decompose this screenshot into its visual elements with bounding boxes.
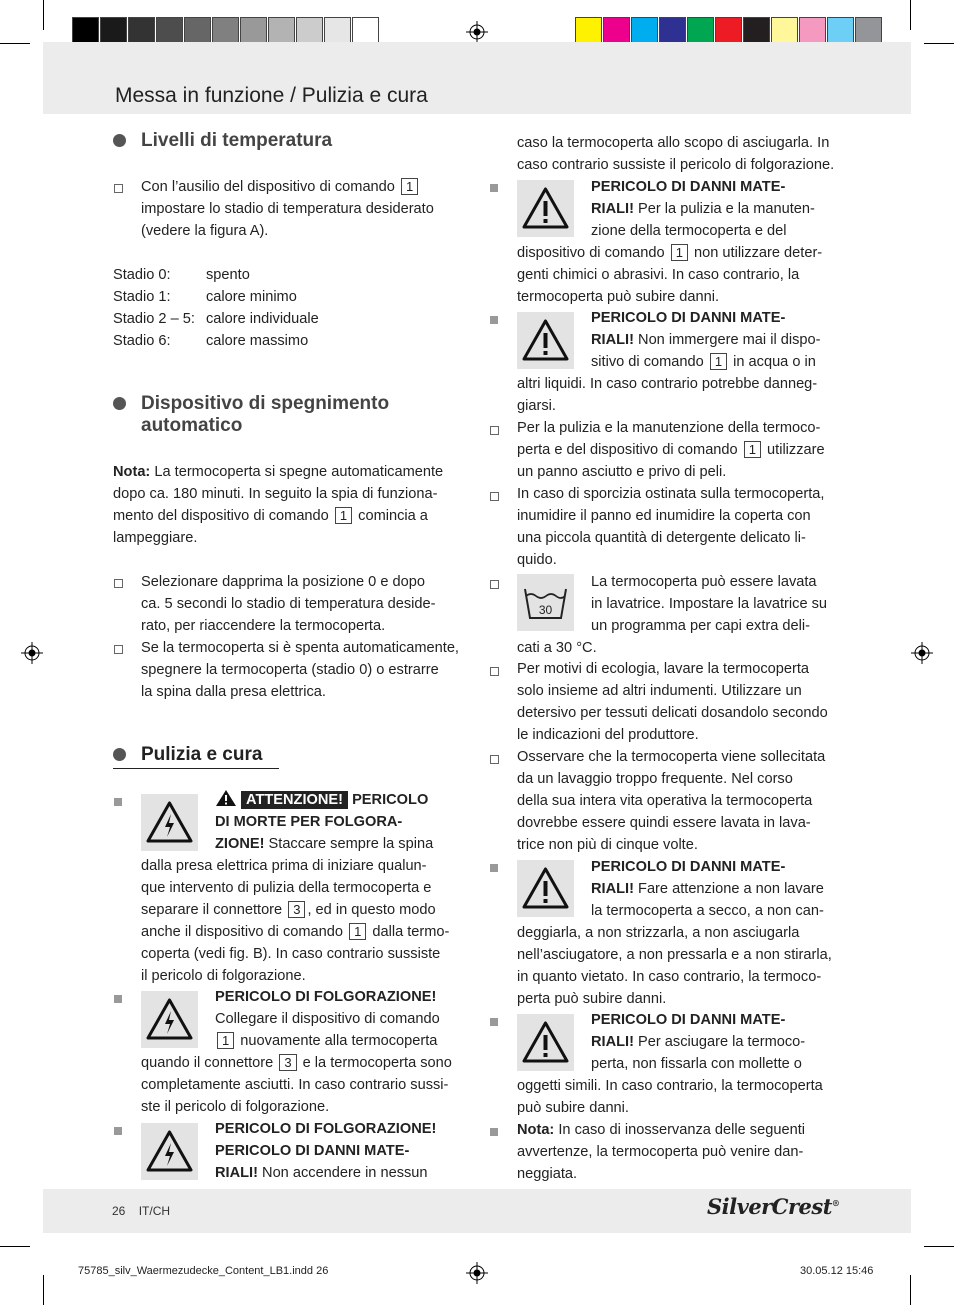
warning-line: perta, non fissarla con mollette o bbox=[591, 1056, 802, 1072]
ref-3: 3 bbox=[288, 901, 305, 918]
warning-line: in quanto vietato. In caso contrario, la termoco- bbox=[517, 969, 822, 985]
autooff-note-line: mento del dispositivo di comando 1 comincia a bbox=[113, 508, 428, 524]
list-item-line: trice non più di cinque volte. bbox=[517, 837, 698, 853]
list-bullet bbox=[114, 995, 122, 1003]
autooff-bullet: Se la termocoperta si è spenta automaticamente, bbox=[141, 640, 459, 656]
level-desc: calore massimo bbox=[206, 333, 309, 349]
autooff-note: Nota: La termocoperta si spegne automaticamente bbox=[113, 464, 444, 480]
list-bullet bbox=[490, 316, 498, 324]
list-item: La termocoperta può essere lavata bbox=[591, 574, 817, 590]
level-desc: calore individuale bbox=[206, 311, 319, 327]
registration-mark-icon bbox=[466, 21, 488, 43]
ref-3: 3 bbox=[279, 1054, 296, 1071]
list-item: Per la pulizia e la manutenzione della termoco- bbox=[517, 420, 821, 436]
section-bullet bbox=[113, 134, 126, 147]
warning-line: RIALI! Non immergere mai il dispo- bbox=[591, 332, 821, 348]
level-desc: spento bbox=[206, 267, 250, 283]
autooff-note-line: dopo ca. 180 minuti. In seguito la spia di funziona- bbox=[113, 486, 438, 502]
ref-1: 1 bbox=[217, 1032, 234, 1049]
warning-line: completamente asciutti. In caso contrario sussi- bbox=[141, 1077, 449, 1093]
list-bullet bbox=[114, 1127, 122, 1135]
list-item-line: cati a 30 °C. bbox=[517, 640, 597, 656]
warning-line: PERICOLO DI DANNI MATE- bbox=[591, 310, 786, 326]
warning-line: Collegare il dispositivo di comando bbox=[215, 1011, 440, 1027]
warning-line: PERICOLO DI DANNI MATE- bbox=[591, 859, 786, 875]
warning-line: perta può subire danni. bbox=[517, 991, 667, 1007]
list-bullet bbox=[114, 579, 123, 588]
warning-line: quando il connettore 3 e la termocoperta sono bbox=[141, 1055, 452, 1071]
warning-line: RIALI! Per asciugare la termoco- bbox=[591, 1034, 806, 1050]
warning-line: ZIONE! Staccare sempre la spina bbox=[215, 836, 434, 852]
continued-text: caso contrario sussiste il pericolo di folgorazione. bbox=[517, 157, 835, 173]
warning-line: può subire danni. bbox=[517, 1100, 629, 1116]
warning-line: dispositivo di comando 1 non utilizzare deter- bbox=[517, 245, 823, 261]
warning-line: zione della termocoperta e del bbox=[591, 223, 787, 239]
list-item-line: detersivo per tessuti delicati dosandolo secondo bbox=[517, 705, 828, 721]
general-warning-icon bbox=[517, 180, 574, 237]
locale: IT/CH bbox=[138, 1204, 171, 1218]
warning-triangle-icon bbox=[215, 789, 237, 807]
general-warning-icon bbox=[517, 312, 574, 369]
list-bullet bbox=[114, 645, 123, 654]
warning-line: deggiarla, a non strizzarla, a non asciugarla bbox=[517, 925, 800, 941]
autooff-bullet-line: ca. 5 secondi lo stadio di temperatura deside- bbox=[141, 596, 436, 612]
autooff-note-line: lampeggiare. bbox=[113, 530, 198, 546]
temperature-intro-line: impostare lo stadio di temperatura desiderato bbox=[141, 201, 434, 217]
warning-line: que intervento di pulizia della termocoperta e bbox=[141, 880, 432, 896]
warning-line: ste il pericolo di folgorazione. bbox=[141, 1099, 330, 1115]
level-desc: calore minimo bbox=[206, 289, 297, 305]
warning-line: oggetti simili. In caso contrario, la termocoperta bbox=[517, 1078, 823, 1094]
slug-filename: 75785_silv_Waermezudecke_Content_LB1.indd 26 bbox=[78, 1265, 329, 1277]
warning-line: ATTENZIONE! PERICOLO bbox=[215, 789, 428, 811]
ref-1: 1 bbox=[710, 353, 727, 370]
list-item-line: perta e del dispositivo di comando 1 utilizzare bbox=[517, 442, 825, 458]
electric-warning-icon bbox=[141, 794, 198, 851]
list-bullet bbox=[490, 755, 499, 764]
temperature-intro: Con l’ausilio del dispositivo di comando 1 bbox=[141, 176, 420, 198]
list-bullet bbox=[114, 798, 122, 806]
warning-line: giarsi. bbox=[517, 398, 556, 414]
registration-mark-icon bbox=[21, 642, 43, 664]
continued-text: caso la termocoperta allo scopo di asciugarla. In bbox=[517, 135, 830, 151]
warning-line: RIALI! Non accendere in nessun bbox=[215, 1165, 428, 1181]
list-item-line: le indicazioni del produttore. bbox=[517, 727, 699, 743]
warning-line: PERICOLO DI DANNI MATE- bbox=[591, 1012, 786, 1028]
autooff-bullet: Selezionare dapprima la posizione 0 e dopo bbox=[141, 574, 425, 590]
list-item-line: in lavatrice. Impostare la lavatrice su bbox=[591, 596, 828, 612]
list-item-line: da un lavaggio troppo frequente. Nel corso bbox=[517, 771, 793, 787]
list-bullet bbox=[490, 492, 499, 501]
page-title: Messa in funzione / Pulizia e cura bbox=[115, 84, 428, 107]
note-line: neggiata. bbox=[517, 1166, 578, 1182]
wash-temp-label: 30 bbox=[538, 603, 553, 617]
registration-mark-icon bbox=[466, 1262, 488, 1284]
ref-1: 1 bbox=[401, 178, 418, 195]
list-item-line: un programma per capi extra deli- bbox=[591, 618, 811, 634]
warning-line: altri liquidi. In caso contrario potrebbe danneg- bbox=[517, 376, 818, 392]
attention-badge: ATTENZIONE! bbox=[241, 791, 348, 809]
warning-line: coperta (vedi fig. B). In caso contrario sussiste bbox=[141, 946, 441, 962]
general-warning-icon bbox=[517, 860, 574, 917]
list-item-line: solo insieme ad altri indumenti. Utilizzare un bbox=[517, 683, 802, 699]
list-bullet bbox=[114, 184, 123, 193]
temperature-intro-line: (vedere la figura A). bbox=[141, 223, 269, 239]
list-item-line: quido. bbox=[517, 552, 557, 568]
level-stage: Stadio 2 – 5: bbox=[113, 311, 195, 327]
autooff-bullet-line: la spina dalla presa elettrica. bbox=[141, 684, 326, 700]
warning-line: nell’asciugatore, a non pressarla e a non stirarla, bbox=[517, 947, 832, 963]
list-bullet bbox=[490, 426, 499, 435]
list-item: In caso di sporcizia ostinata sulla termocoperta, bbox=[517, 486, 825, 502]
warning-line: genti chimici o abrasivi. In caso contrario, la bbox=[517, 267, 800, 283]
warning-line: sitivo di comando 1 in acqua o in bbox=[591, 354, 816, 370]
warning-line: RIALI! Per la pulizia e la manuten- bbox=[591, 201, 815, 217]
ref-1: 1 bbox=[349, 923, 366, 940]
level-stage: Stadio 6: bbox=[113, 333, 171, 349]
autooff-bullet-line: rato, per riaccendere la termocoperta. bbox=[141, 618, 386, 634]
list-item: Per motivi di ecologia, lavare la termocoperta bbox=[517, 661, 810, 677]
warning-line: separare il connettore 3 , ed in questo modo bbox=[141, 902, 436, 918]
warning-line: PERICOLO DI FOLGORAZIONE! bbox=[215, 989, 437, 1005]
heading-autooff: Dispositivo di spegnimento bbox=[141, 393, 390, 414]
list-item-line: della sua intera vita operativa la termocoperta bbox=[517, 793, 813, 809]
heading-underline bbox=[113, 768, 279, 769]
list-bullet bbox=[490, 1018, 498, 1026]
list-bullet bbox=[490, 184, 498, 192]
list-item-line: una piccola quantità di detergente delicato li- bbox=[517, 530, 806, 546]
section-bullet bbox=[113, 397, 126, 410]
ref-1: 1 bbox=[335, 507, 352, 524]
list-bullet bbox=[490, 1128, 498, 1136]
warning-line: RIALI! Fare attenzione a non lavare bbox=[591, 881, 824, 897]
list-item-line: dovrebbe essere quindi essere lavata in lava- bbox=[517, 815, 811, 831]
level-stage: Stadio 0: bbox=[113, 267, 171, 283]
list-item-line: inumidire il panno ed inumidire la coperta con bbox=[517, 508, 811, 524]
list-bullet bbox=[490, 667, 499, 676]
electric-warning-icon bbox=[141, 991, 198, 1048]
warning-line: 1 nuovamente alla termocoperta bbox=[215, 1030, 437, 1052]
warning-line: PERICOLO DI DANNI MATE- bbox=[215, 1143, 410, 1159]
electric-warning-icon bbox=[141, 1123, 198, 1180]
page-number: 26 bbox=[112, 1204, 126, 1218]
section-bullet bbox=[113, 748, 126, 761]
warning-line: PERICOLO DI DANNI MATE- bbox=[591, 179, 786, 195]
heading-temperature: Livelli di temperatura bbox=[141, 130, 333, 151]
brand-logo: SilverCrest® bbox=[707, 1194, 840, 1219]
registration-mark-icon bbox=[911, 642, 933, 664]
ref-1: 1 bbox=[671, 244, 688, 261]
note-line: avvertenze, la termocoperta può venire dan- bbox=[517, 1144, 804, 1160]
warning-line: termocoperta può subire danni. bbox=[517, 289, 720, 305]
footer-page-info bbox=[112, 1204, 170, 1218]
list-bullet bbox=[490, 580, 499, 589]
autooff-bullet-line: spegnere la termocoperta (stadio 0) o estrarre bbox=[141, 662, 439, 678]
list-bullet bbox=[490, 864, 498, 872]
note-line: Nota: In caso di inosservanza delle seguenti bbox=[517, 1122, 805, 1138]
list-item: Osservare che la termocoperta viene sollecitata bbox=[517, 749, 826, 765]
warning-line: dalla presa elettrica prima di iniziare qualun- bbox=[141, 858, 427, 874]
slug-date: 30.05.12 15:46 bbox=[800, 1265, 874, 1277]
level-stage: Stadio 1: bbox=[113, 289, 171, 305]
warning-line: la termocoperta a secco, a non can- bbox=[591, 903, 824, 919]
heading-cleaning: Pulizia e cura bbox=[141, 744, 263, 765]
warning-line: anche il dispositivo di comando 1 dalla termo- bbox=[141, 924, 450, 940]
general-warning-icon bbox=[517, 1014, 574, 1071]
warning-line: il pericolo di folgorazione. bbox=[141, 968, 306, 984]
heading-autooff-line2: automatico bbox=[141, 415, 243, 436]
wash-30-icon bbox=[517, 574, 574, 631]
ref-1: 1 bbox=[744, 441, 761, 458]
warning-line: DI MORTE PER FOLGORA- bbox=[215, 814, 403, 830]
warning-line: PERICOLO DI FOLGORAZIONE! bbox=[215, 1121, 437, 1137]
list-item-line: un panno asciutto e privo di peli. bbox=[517, 464, 727, 480]
